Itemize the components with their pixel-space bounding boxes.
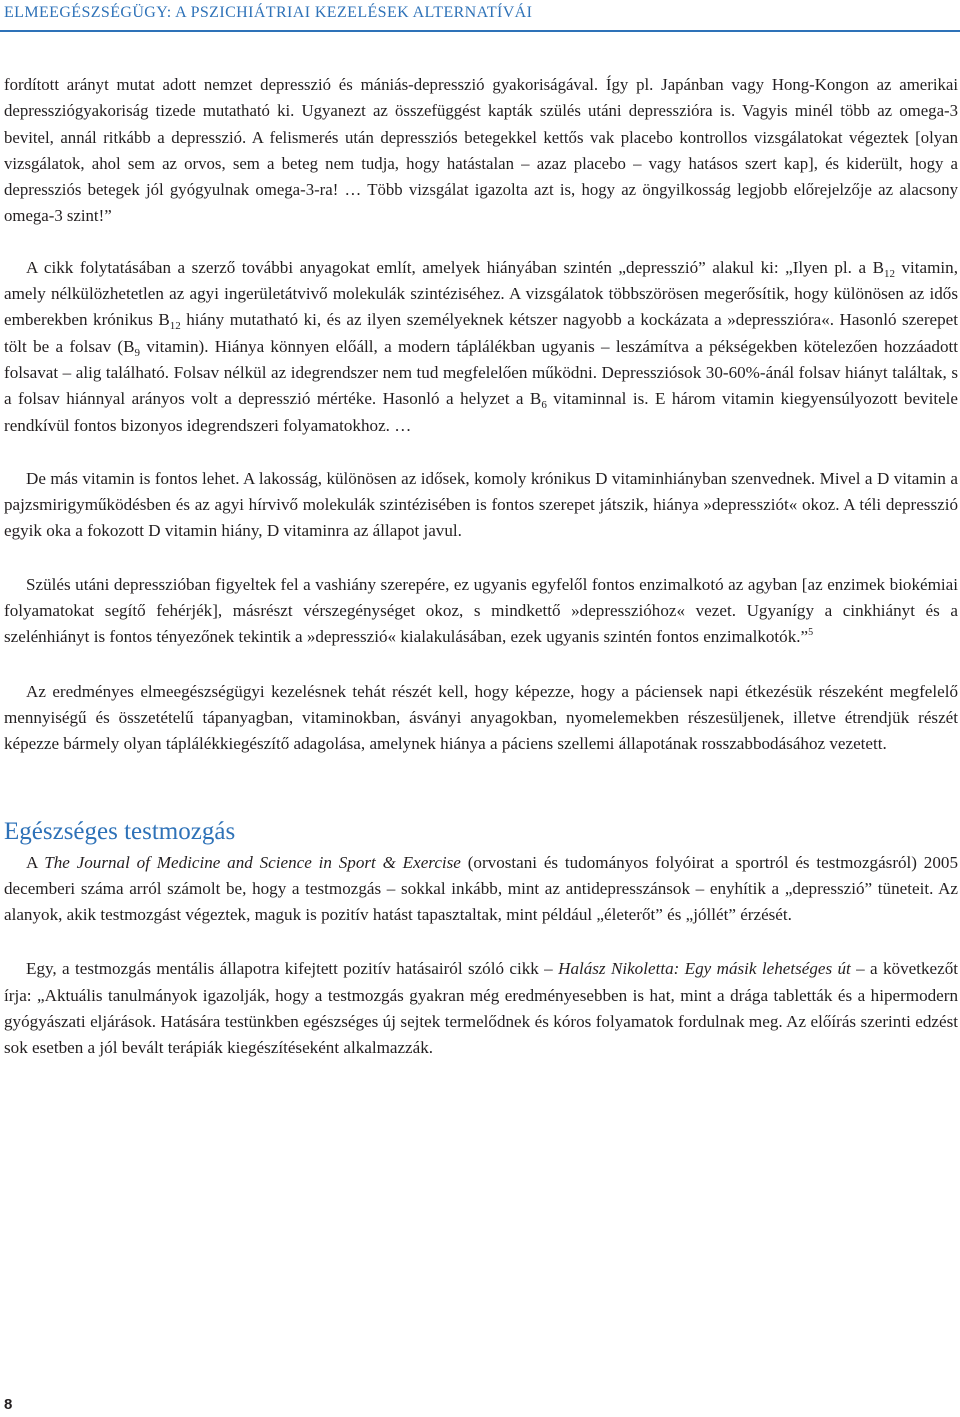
subscript: 9 bbox=[134, 346, 141, 359]
text-run: (orvostani és tudományos folyóirat a sportról és testmozgásról) 2005 decemberi száma arról számolt be, hogy a testmozgás – sokkal inkább, mint az antidepresszánsok – enyhítik a „depresszió” tüneteit. Az alanyok, akik testmozgást végeztek, maguk is pozitív hatást tapasztaltak, mint például „életerőt” és „jóllét” érzését. bbox=[4, 852, 958, 925]
page-number: 8 bbox=[4, 1396, 13, 1413]
section-heading: Egészséges testmozgás bbox=[4, 817, 236, 845]
running-header bbox=[0, 0, 960, 36]
text-run: vitamin, amely nélkülözhetetlen az agyi ingerületátvivő molekulák szintéziséhez. A vizsgálatok többszörösen megerősítik, hogy különösen az idős emberekben krónikus B bbox=[4, 257, 958, 330]
subscript: 12 bbox=[883, 267, 895, 280]
paragraph-omega3: fordított arányt mutat adott nemzet depresszió és mániás-depresszió gyakoriságával. Így pl. Japánban vagy Hong-Kongon az amerikai depressziógyakoriság tizede mutatható ki. Ugyanezt az összefüggést kapták szülés utáni depresszióra is. Vagyis minél több az omega-3 bevitel, annál ritkább a depresszió. A felismerés után depressziós betegekkel kettős vak placebo kontrollos vizsgálatokat végeztek [olyan vizsgálatok, ahol sem az orvos, sem a beteg nem tudja, hogy hatástalan – azaz placebo – vagy hatásos szert kap], és kiderült, hogy a depressziós betegek jól gyógyulnak omega-3-ra! … Több vizsgálat igazolta azt is, hogy az öngyilkosság legjobb előrejelzője az alacsony omega-3 szint!” bbox=[4, 75, 958, 226]
footnote-marker: 5 bbox=[808, 627, 814, 639]
text-run: – a következőt írja: „Aktuális tanulmányok igazolják, hogy a testmozgás gyakran még eredményesebben is hat, mint a drága tabletták és a hipermodern gyógyászati eljárások. Hatására testünkben egészséges új sejtek termelődnek és kóros folyamatok fordulnak meg. Az előírás szerinti edzést sok esetben a jól bevált terápiák kiegészítéseként alkalmazzák. bbox=[4, 959, 958, 1058]
journal-title: The Journal of Medicine and Science in Sport & Exercise bbox=[44, 852, 461, 872]
paragraph-vitamins bbox=[4, 255, 958, 439]
subscript: 6 bbox=[541, 399, 547, 412]
header-title: ELMEEGÉSZSÉGÜGY: A PSZICHIÁTRIAI KEZELÉSEK ALTERNATÍVÁI bbox=[4, 4, 533, 21]
page-body bbox=[4, 72, 958, 1062]
paragraph-iron-zinc bbox=[4, 572, 958, 651]
text-run: A bbox=[26, 852, 45, 872]
text-run: hiány mutatható ki, és az ilyen személyeknek kétszer nagyobb a kockázata a »depresszióra«. Hasonló szerepet tölt be a folsav (B bbox=[4, 310, 958, 356]
text-run: Egy, a testmozgás mentális állapotra kifejtett pozitív hatásairól szóló cikk – bbox=[26, 959, 559, 979]
header-rule bbox=[0, 30, 960, 32]
text-run: A cikk folytatásában a szerző további anyagokat említ, amelyek hiányában szintén „depresszió” alakul ki: „Ilyen pl. a B bbox=[26, 257, 884, 277]
paragraph-journal bbox=[4, 850, 958, 929]
paragraph-conclusion: Az eredményes elmeegészségügyi kezelésnek tehát részét kell, hogy képezze, hogy a páciensek napi étkezésük részeként megfelelő mennyiségű és összetételű tápanyagban, vitaminokban, ásványi anyagokban, nyomelemekben részesüljenek, illetve étrendjük részét képezze bármely olyan táplálékkiegészítő adagolása, amelynek hiánya a páciens szellemi állapotának rosszabbodásához vezetett. bbox=[4, 681, 958, 754]
paragraph-article-quote bbox=[4, 956, 958, 1061]
text-run: vitaminnal is. E három vitamin kiegyensúlyozott bevitele rendkívül fontos bizonyos idegrendszeri folyamatokhoz. … bbox=[4, 389, 959, 435]
paragraph-vitamin-d: De más vitamin is fontos lehet. A lakosság, különösen az idősek, komoly krónikus D vitaminhiányban szenvednek. Mivel a D vitamin a pajzsmirigyműködésben és az agyi hírvivő molekulák szintézisében is fontos szerepet játszik, hiánya »depressziót« okoz. A téli depresszió egyik oka a fokozott D vitamin hiány, D vitaminra az állapot javul. bbox=[4, 468, 958, 541]
text-run: vitamin). Hiánya könnyen előáll, a modern táplálékban ugyanis – leszámítva a pékségekben kötelezően hozzáadott folsavat – alig található. Folsav nélkül az idegrendszer nem tud megfelelően működni. Depressziósok 30-60%-ánál folsav hiányt találtak, s a folsav hiánnyal arányos volt a depresszió mértéke. Hasonló a helyzet a B bbox=[4, 336, 959, 409]
subscript: 12 bbox=[169, 320, 181, 333]
text-run: Szülés utáni depresszióban figyeltek fel a vashiány szerepére, ez ugyanis egyfelől fontos enzimalkotó az agyban [az enzimek biokémiai folyamatokat segítő fehérjék], másrészt vérszegénységet okoz, s mindkettő »depresszióhoz« vezet. Ugyanígy a cinkhiányt és a szelénhiányt is fontos tényezőnek tekintik a »depresszió« kialakulásában, ezek ugyanis szintén fontos enzimalkotók.” bbox=[4, 574, 958, 647]
article-title: Halász Nikoletta: Egy másik lehetséges út bbox=[558, 959, 851, 979]
